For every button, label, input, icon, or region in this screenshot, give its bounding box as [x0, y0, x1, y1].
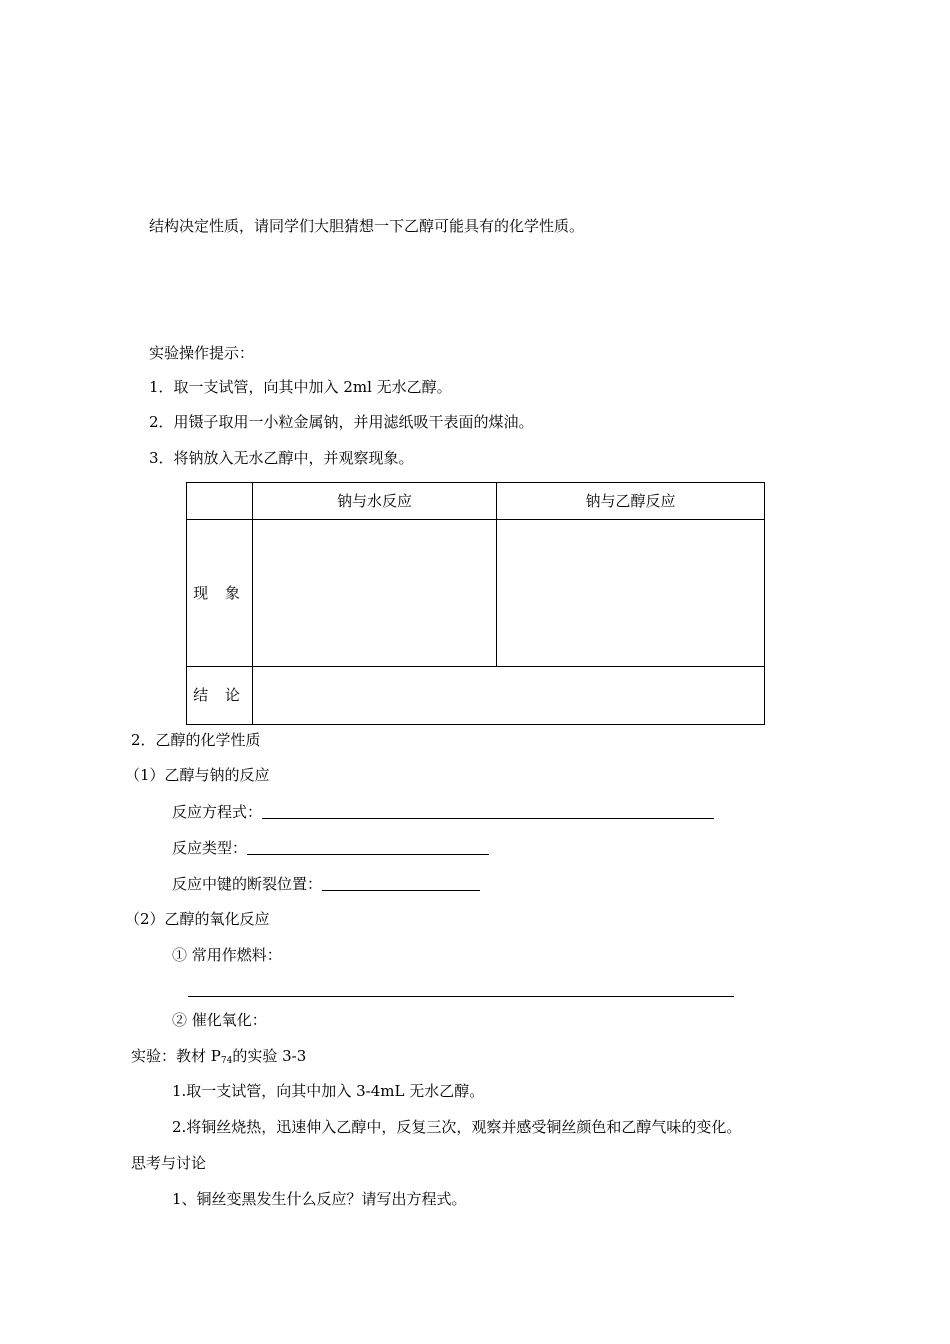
subsection-sodium-reaction: （1）乙醇与钠的反应 [125, 766, 270, 784]
reaction-type-label: 反应类型： [172, 839, 248, 857]
row-label-phenomenon: 现 象 [187, 520, 253, 667]
observation-table [186, 482, 765, 725]
discussion-title: 思考与讨论 [131, 1154, 207, 1172]
experiment-step-2: 2.将铜丝烧热，迅速伸入乙醇中，反复三次，观察并感受铜丝颜色和乙醇气味的变化。 [172, 1118, 742, 1136]
header-sodium-ethanol: 钠与乙醇反应 [497, 483, 765, 520]
bond-position-line [172, 876, 480, 892]
experiment-page-subscript: 74 [220, 1056, 233, 1066]
phenomenon-water-cell[interactable] [253, 520, 497, 667]
experiment-label-suffix: 的实验 3-3 [232, 1047, 307, 1065]
row-label-conclusion: 结 论 [187, 667, 253, 725]
fuel-answer-blank[interactable] [188, 996, 734, 997]
tips-heading: 实验操作提示： [149, 344, 255, 362]
phenomenon-ethanol-cell[interactable] [497, 520, 765, 667]
subsection-oxidation: （2）乙醇的氧化反应 [125, 910, 270, 928]
bond-position-blank[interactable] [322, 876, 480, 891]
experiment-step-1: 1.取一支试管，向其中加入 3-4mL 无水乙醇。 [172, 1082, 485, 1100]
tip-step-3: 3．将钠放入无水乙醇中，并观察现象。 [149, 449, 414, 467]
reaction-type-blank[interactable] [247, 840, 489, 855]
experiment-label-prefix: 实验：教材 P [131, 1047, 221, 1065]
equation-label: 反应方程式： [172, 803, 263, 821]
reaction-type-line [172, 840, 489, 856]
fuel-item: ① 常用作燃料： [172, 946, 282, 964]
intro-paragraph: 结构决定性质，请同学们大胆猜想一下乙醇可能具有的化学性质。 [149, 217, 585, 235]
discussion-question-1: 1、铜丝变黑发生什么反应？请写出方程式。 [172, 1190, 467, 1208]
bond-position-label: 反应中键的断裂位置： [172, 875, 323, 893]
tip-step-2: 2．用镊子取用一小粒金属钠，并用滤纸吸干表面的煤油。 [149, 413, 534, 431]
table-corner-cell [187, 483, 253, 520]
tip-step-1: 1．取一支试管，向其中加入 2ml 无水乙醇。 [149, 378, 452, 396]
experiment-label [131, 1049, 306, 1066]
conclusion-cell[interactable] [253, 667, 765, 725]
equation-blank[interactable] [262, 804, 714, 819]
section-title: 2．乙醇的化学性质 [131, 731, 261, 749]
header-sodium-water: 钠与水反应 [253, 483, 497, 520]
equation-line [172, 804, 714, 820]
catalytic-oxidation-item: ② 催化氧化： [172, 1011, 267, 1029]
